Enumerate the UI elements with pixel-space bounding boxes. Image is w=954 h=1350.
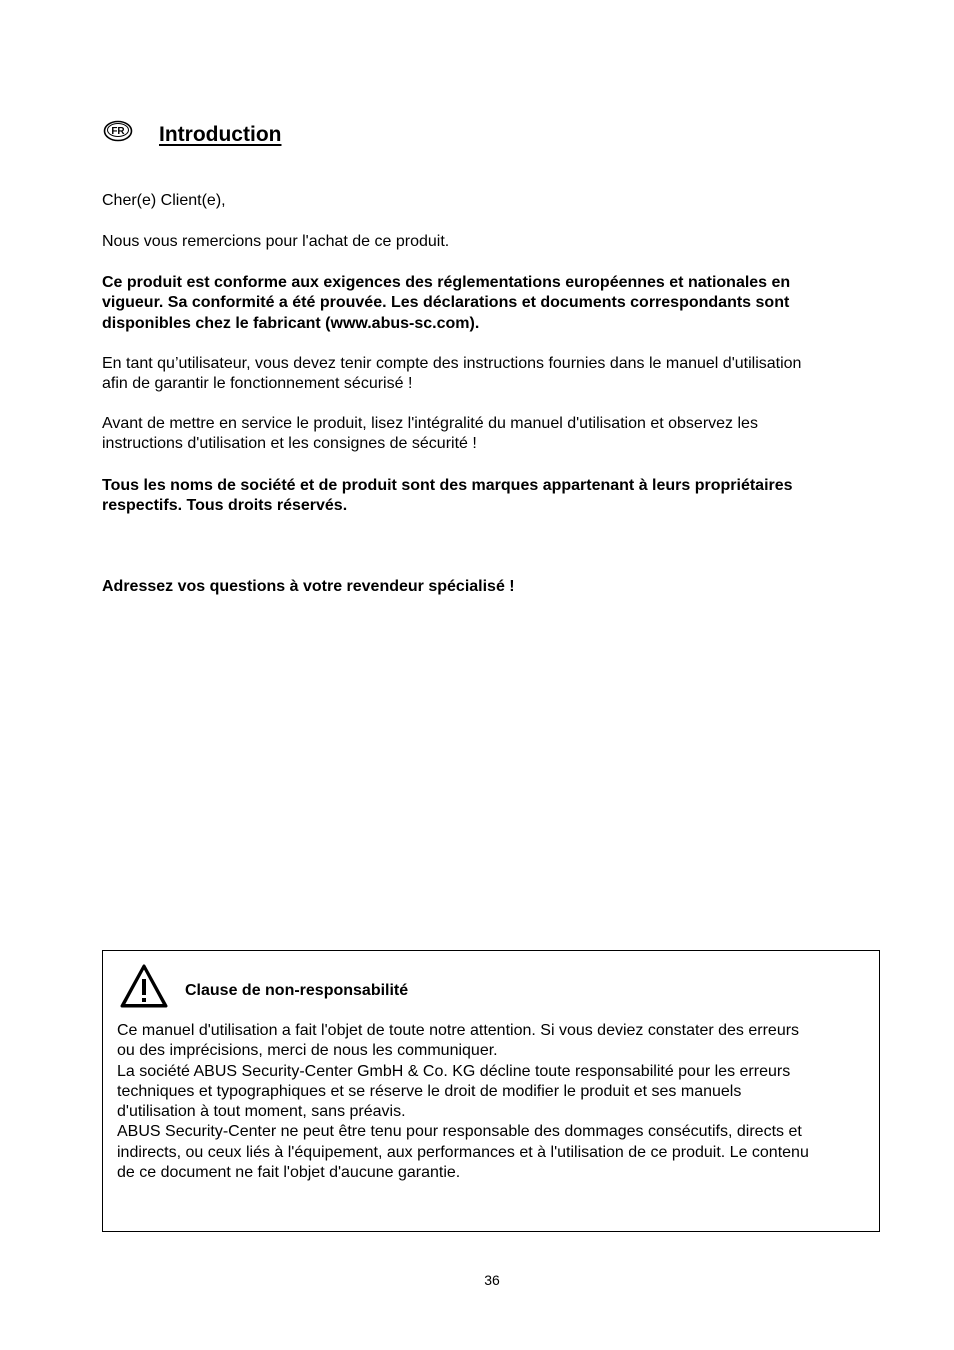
conformity-paragraph	[102, 273, 892, 334]
disclaimer-line: ou des imprécisions, merci de nous les communiquer.	[117, 1042, 498, 1060]
language-badge-icon	[103, 120, 133, 142]
before-use-paragraph	[102, 414, 892, 455]
language-badge-label: FR	[111, 126, 125, 137]
greeting: Cher(e) Client(e),	[102, 192, 226, 209]
disclaimer-text	[117, 1021, 881, 1183]
conformity-line: vigueur. Sa conformité a été prouvée. Les déclarations et documents correspondants sont	[102, 294, 790, 312]
before-use-line: instructions d'utilisation et les consignes de sécurité !	[102, 435, 477, 453]
warning-triangle-icon	[119, 963, 169, 1009]
page-number: 36	[484, 1272, 500, 1288]
trademarks-line: respectifs. Tous droits réservés.	[102, 497, 348, 515]
disclaimer-line: La société ABUS Security-Center GmbH & Co. KG décline toute responsabilité pour les erreurs	[117, 1062, 791, 1080]
page-title: Introduction	[159, 123, 282, 146]
questions-paragraph: Adressez vos questions à votre revendeur spécialisé !	[102, 578, 515, 595]
disclaimer-line: techniques et typographiques et se réserve le droit de modifier le produit et ses manuels	[117, 1082, 742, 1100]
before-use-line: Avant de mettre en service le produit, lisez l'intégralité du manuel d'utilisation et observez les	[102, 415, 758, 432]
user-note-paragraph	[102, 354, 892, 395]
conformity-line: disponibles chez le fabricant (www.abus-sc.com).	[102, 314, 480, 332]
user-note-line: afin de garantir le fonctionnement sécurisé !	[102, 375, 413, 393]
disclaimer-line: d'utilisation à tout moment, sans préavis.	[117, 1103, 406, 1121]
trademarks-line: Tous les noms de société et de produit sont des marques appartenant à leurs propriétaires	[102, 477, 793, 494]
disclaimer-box	[102, 950, 880, 1232]
thanks-paragraph: Nous vous remercions pour l'achat de ce produit.	[102, 233, 450, 250]
user-note-line: En tant qu’utilisateur, vous devez tenir compte des instructions fournies dans le manuel d'utilisation	[102, 355, 802, 372]
disclaimer-line: ABUS Security-Center ne peut être tenu pour responsable des dommages consécutifs, directs et	[117, 1123, 802, 1141]
disclaimer-line: de ce document ne fait l'objet d'aucune garantie.	[117, 1164, 461, 1182]
disclaimer-title: Clause de non-responsabilité	[185, 982, 409, 999]
conformity-line: Ce produit est conforme aux exigences des réglementations européennes et nationales en	[102, 274, 791, 291]
disclaimer-line: Ce manuel d'utilisation a fait l'objet de toute notre attention. Si vous deviez constater des erreurs	[117, 1022, 800, 1039]
trademarks-paragraph	[102, 476, 892, 517]
disclaimer-line: indirects, ou ceux liés à l'équipement, aux performances et à l'utilisation de ce produit. Le contenu	[117, 1143, 809, 1161]
